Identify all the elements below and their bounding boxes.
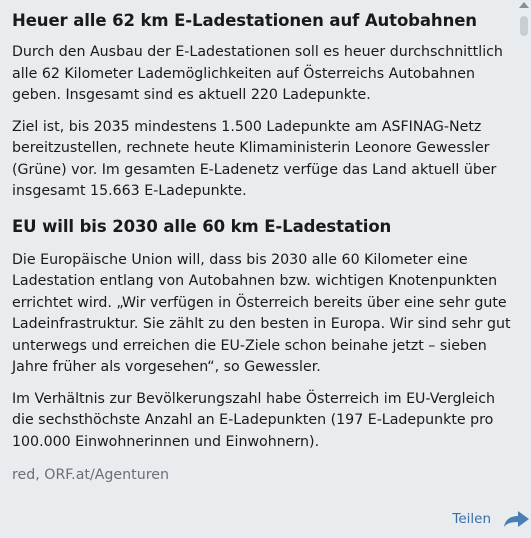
share-arrow-icon [501, 508, 531, 530]
section-heading-eu: EU will bis 2030 alle 60 km E-Ladestation [12, 216, 392, 236]
scroll-up-arrow-icon[interactable] [519, 2, 529, 8]
vertical-scrollbar[interactable] [516, 0, 531, 538]
paragraph-eu: Die Europäische Union will, dass bis 2030 alle 60 Kilometer eine Ladestation entlang von Autobahnen bzw. wichtigen Knotenpunkten errichtet wird. „Wir verfügen in Österreich bereits über eine sehr gute Ladeinfrastruktur. Sie zählt zu den besten in Europa. Wir sind sehr gut unterwegs und erreichen die EU-Ziele schon beinahe jetzt – sieben Jahre früher als vorgesehen“, so Gewessler. [12, 251, 511, 375]
scroll-thumb[interactable] [520, 16, 528, 36]
paragraph-ausbau: Durch den Ausbau der E-Ladestationen soll es heuer durchschnittlich alle 62 Kilometer Lademöglichkeiten auf Österreichs Autobahnen geben. Insgesamt sind es aktuell 220 Ladepunkte. [12, 44, 503, 103]
share-label: Teilen [452, 511, 491, 527]
paragraph-verhaeltnis: Im Verhältnis zur Bevölkerungszahl habe Österreich im EU-Vergleich die sechsthöchste Anzahl an E-Ladepunkten (197 E-Ladepunkte pro 100.000 Einwohnerinnen und Einwohnern). [12, 390, 496, 450]
paragraph-ziel: Ziel ist, bis 2035 mindestens 1.500 Ladepunkte am ASFINAG-Netz bereitzustellen, rechnete heute Klimaministerin Leonore Gewessler (Grüne) vor. Im gesamten E-Ladenetz verfüge das Land aktuell über insgesamt 15.663 E-Ladepunkte. [12, 118, 497, 199]
section-heading-autobahn: Heuer alle 62 km E-Ladestationen auf Autobahnen [12, 11, 477, 30]
share-button[interactable] [452, 508, 531, 530]
source-credit: red, ORF.at/Agenturen [12, 467, 169, 483]
